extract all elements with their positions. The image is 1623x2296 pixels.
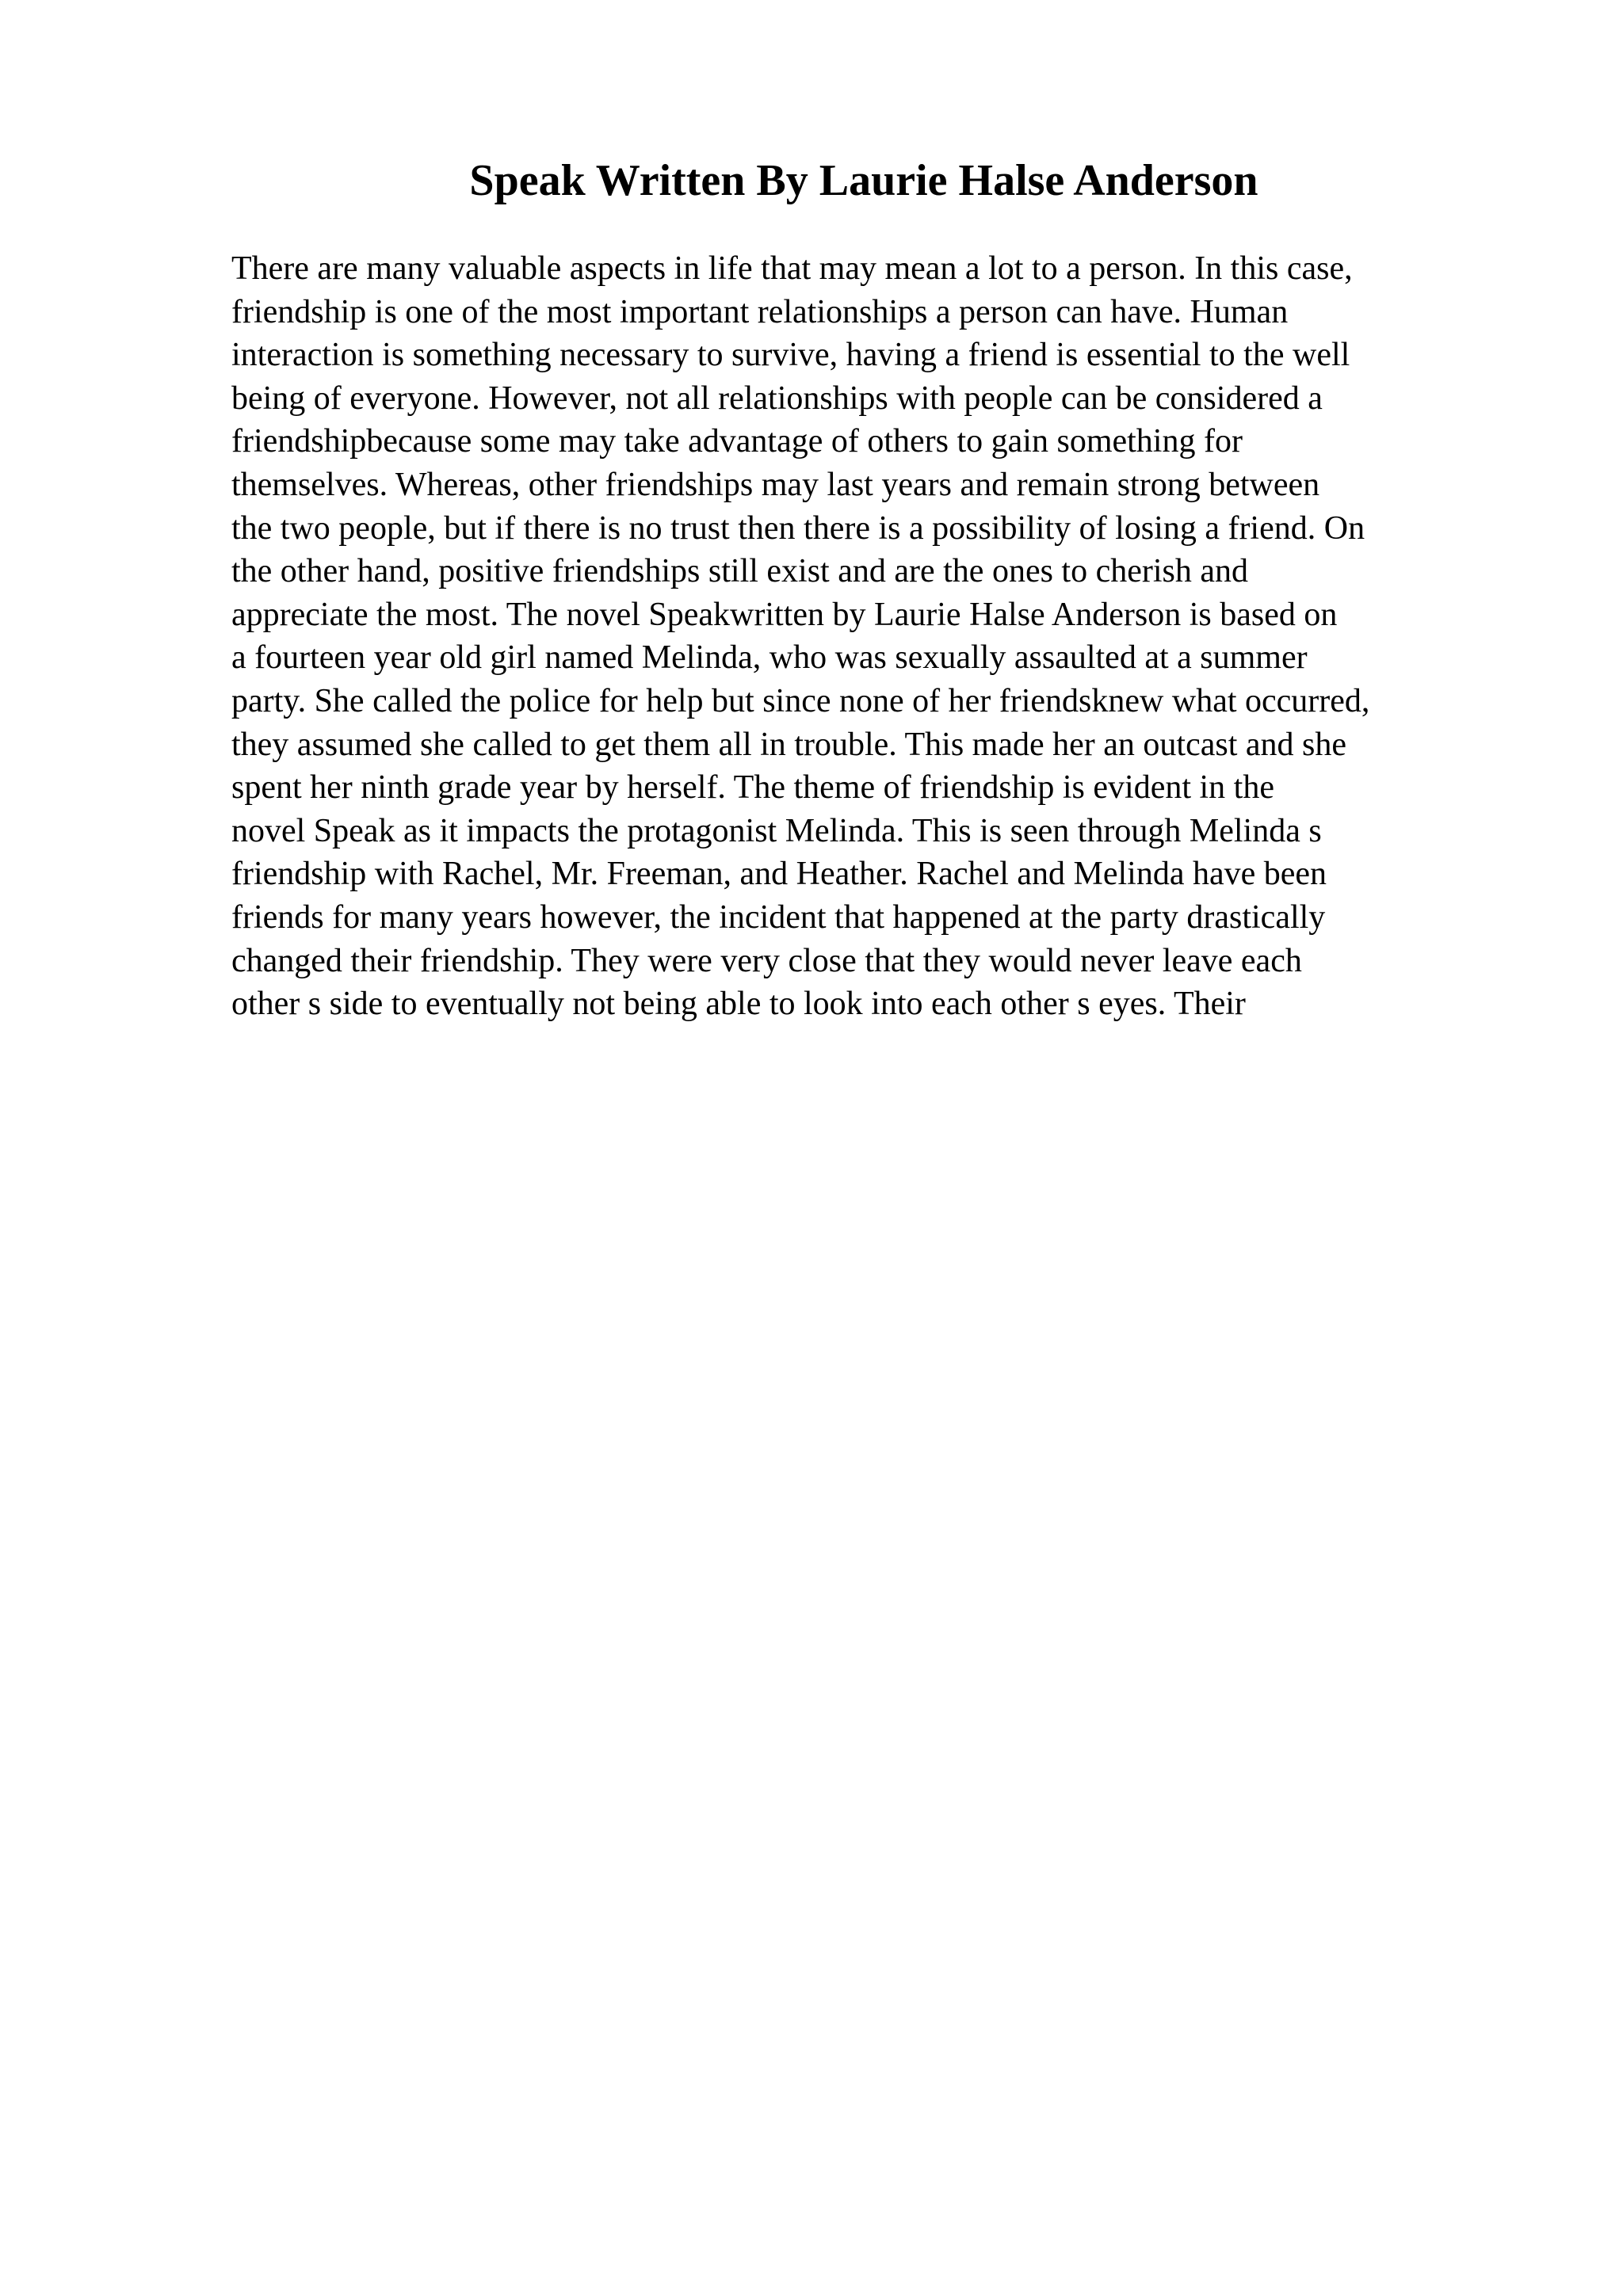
text-line: friendshipbecause some may take advantage of others to gain something for: [231, 423, 1243, 460]
text-line: themselves. Whereas, other friendships may last years and remain strong between: [231, 466, 1320, 503]
text-line: other s side to eventually not being able to look into each other s eyes. Their: [231, 986, 1246, 1023]
text-line: friendship with Rachel, Mr. Freeman, and Heather. Rachel and Melinda have been: [231, 856, 1327, 893]
text-line: a fourteen year old girl named Melinda, who was sexually assaulted at a summer: [231, 639, 1308, 677]
text-line: novel Speak as it impacts the protagonist Melinda. This is seen through Melinda s: [231, 812, 1322, 849]
text-line: they assumed she called to get them all in trouble. This made her an outcast and she: [231, 726, 1346, 763]
text-line: appreciate the most. The novel Speakwritten by Laurie Halse Anderson is based on: [231, 596, 1338, 633]
text-line: There are many valuable aspects in life that may mean a lot to a person. In this case,: [231, 250, 1353, 287]
text-line: the two people, but if there is no trust then there is a possibility of losing a friend. On: [231, 509, 1365, 547]
text-line: changed their friendship. They were very close that they would never leave each: [231, 942, 1302, 979]
text-line: interaction is something necessary to survive, having a friend is essential to the well: [231, 337, 1350, 374]
text-line: friends for many years however, the incident that happened at the party drastically: [231, 898, 1326, 936]
text-line: the other hand, positive friendships still exist and are the ones to cherish and: [231, 553, 1249, 590]
text-line: party. She called the police for help but since none of her friendsknew what occurred,: [231, 682, 1370, 719]
document-title: Speak Written By Laurie Halse Anderson: [469, 156, 1258, 205]
body-paragraph: [231, 247, 1515, 1026]
text-line: friendship is one of the most important relationships a person can have. Human: [231, 293, 1289, 330]
text-line: being of everyone. However, not all relationships with people can be considered a: [231, 379, 1323, 417]
text-line: spent her ninth grade year by herself. The theme of friendship is evident in the: [231, 769, 1274, 807]
